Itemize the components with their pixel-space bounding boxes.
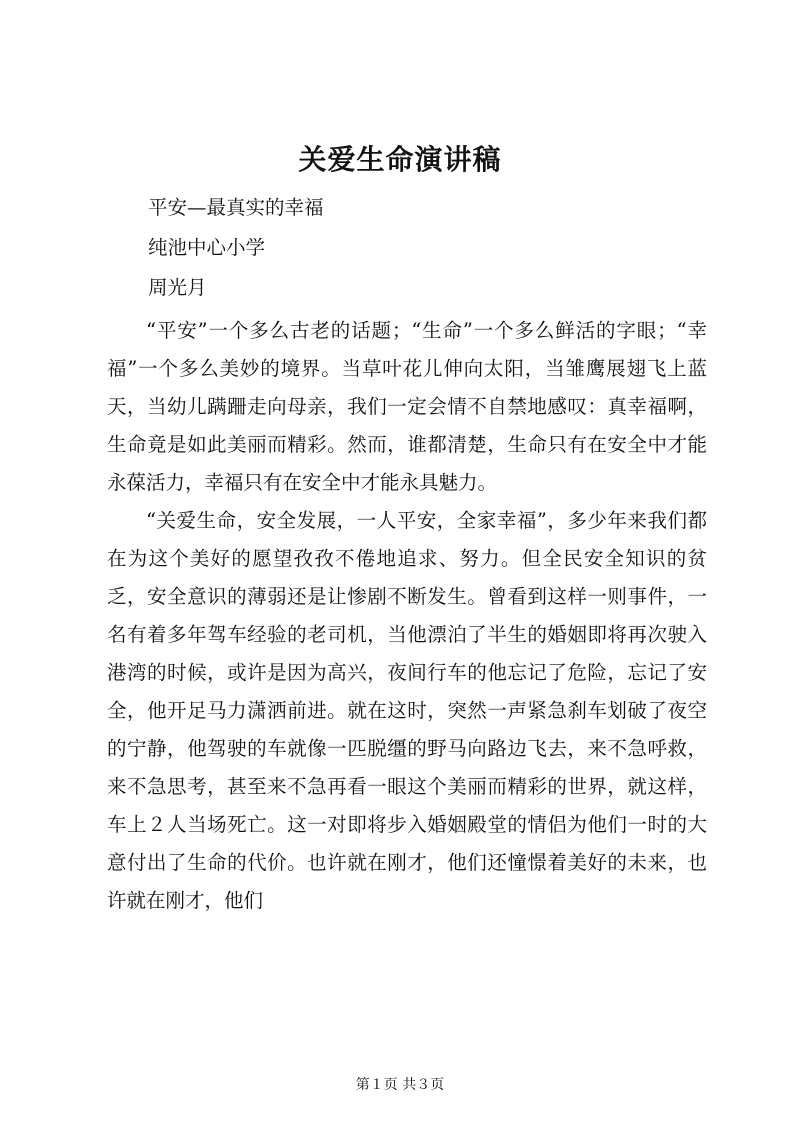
body-paragraph-2: “关爱生命，安全发展，一人平安，全家幸福”，多少年来我们都在为这个美好的愿望孜孜不倦地追求、努力。但全民安全知识的贫乏，安全意识的薄弱还是让惨剧不断发生。曾看到这样一则事件，一名有着多年驾车经验的老司机，当他漂泊了半生的婚姻即将再次驶入港湾的时候，或许是因为高兴，夜间行车的他忘记了危险，忘记了安全，他开足马力潇洒前进。就在这时，突然一声紧急刹车划破了夜空的宁静，他驾驶的车就像一匹脱缰的野马向路边飞去，来不急呼救，来不急思考，甚至来不急再看一眼这个美丽而精彩的世界，就这样，车上２人当场死亡。这一对即将步入婚姻殿堂的情侣为他们一时的大意付出了生命的代价。也许就在刚才，他们还憧憬着美好的未来，也许就在刚才，他们	[107, 509, 707, 912]
school-name: 纯池中心小学	[148, 236, 266, 259]
document-body	[107, 312, 707, 920]
body-paragraph-1: “平安”一个多么古老的话题；“生命”一个多么鲜活的字眼；“幸福”一个多么美妙的境界。当草叶花儿伸向太阳，当雏鹰展翅飞上蓝天，当幼儿蹒跚走向母亲，我们一定会情不自禁地感叹：真幸福啊，生命竟是如此美丽而精彩。然而，谁都清楚，生命只有在安全中才能永葆活力，幸福只有在安全中才能永具魅力。	[107, 319, 707, 494]
page-number-footer: 第１页 共３页	[355, 1077, 445, 1093]
author-name: 周光月	[148, 276, 207, 299]
speech-subtitle: 平安—最真实的幸福	[148, 196, 324, 219]
document-title: 关爱生命演讲稿	[298, 143, 502, 176]
